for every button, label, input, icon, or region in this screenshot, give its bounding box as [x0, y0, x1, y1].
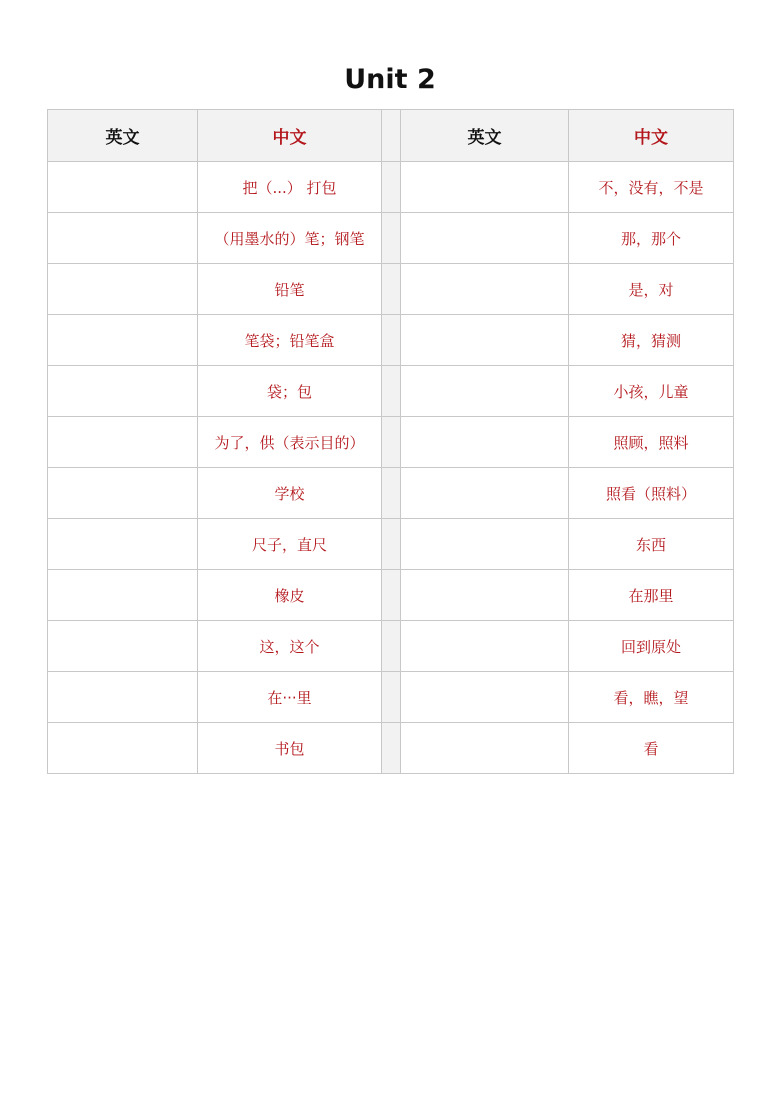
header-right-english: 英文: [401, 110, 569, 162]
table-row: [48, 672, 734, 723]
column-divider: [382, 519, 401, 570]
column-divider: [382, 213, 401, 264]
right-chinese-cell: 不，没有，不是: [569, 162, 734, 213]
right-chinese-cell: 看: [569, 723, 734, 774]
right-english-cell[interactable]: [401, 723, 569, 774]
header-right-chinese: 中文: [569, 110, 734, 162]
left-english-cell[interactable]: [48, 723, 198, 774]
left-english-cell[interactable]: [48, 264, 198, 315]
left-english-cell[interactable]: [48, 570, 198, 621]
right-english-cell[interactable]: [401, 621, 569, 672]
right-english-cell[interactable]: [401, 315, 569, 366]
right-chinese-cell: 猜，猜测: [569, 315, 734, 366]
left-english-cell[interactable]: [48, 468, 198, 519]
left-english-cell[interactable]: [48, 366, 198, 417]
table-row: [48, 213, 734, 264]
table-row: [48, 519, 734, 570]
left-chinese-cell: 书包: [198, 723, 382, 774]
left-chinese-cell: 尺子，直尺: [198, 519, 382, 570]
right-chinese-cell: 那，那个: [569, 213, 734, 264]
right-english-cell[interactable]: [401, 417, 569, 468]
left-english-cell[interactable]: [48, 519, 198, 570]
right-english-cell[interactable]: [401, 162, 569, 213]
left-chinese-cell: 学校: [198, 468, 382, 519]
table-row: [48, 723, 734, 774]
table-row: [48, 417, 734, 468]
table-row: [48, 264, 734, 315]
table-row: [48, 366, 734, 417]
table-row: [48, 162, 734, 213]
left-english-cell[interactable]: [48, 621, 198, 672]
left-chinese-cell: 这，这个: [198, 621, 382, 672]
table-row: [48, 468, 734, 519]
right-chinese-cell: 回到原处: [569, 621, 734, 672]
left-english-cell[interactable]: [48, 162, 198, 213]
column-divider: [382, 162, 401, 213]
right-english-cell[interactable]: [401, 366, 569, 417]
right-chinese-cell: 是，对: [569, 264, 734, 315]
right-english-cell[interactable]: [401, 468, 569, 519]
header-left-english: 英文: [48, 110, 198, 162]
column-divider: [382, 723, 401, 774]
header-row: [48, 110, 734, 162]
column-divider: [382, 621, 401, 672]
right-english-cell[interactable]: [401, 264, 569, 315]
right-chinese-cell: 小孩，儿童: [569, 366, 734, 417]
right-english-cell[interactable]: [401, 570, 569, 621]
right-chinese-cell: 看，瞧，望: [569, 672, 734, 723]
column-divider: [382, 264, 401, 315]
left-chinese-cell: 笔袋；铅笔盒: [198, 315, 382, 366]
left-chinese-cell: （用墨水的）笔；钢笔: [198, 213, 382, 264]
left-chinese-cell: 把（...） 打包: [198, 162, 382, 213]
left-chinese-cell: 为了，供（表示目的）: [198, 417, 382, 468]
right-chinese-cell: 照顾，照料: [569, 417, 734, 468]
column-divider: [382, 570, 401, 621]
left-english-cell[interactable]: [48, 417, 198, 468]
right-english-cell[interactable]: [401, 213, 569, 264]
table-row: [48, 621, 734, 672]
column-divider: [382, 110, 401, 162]
right-chinese-cell: 东西: [569, 519, 734, 570]
column-divider: [382, 417, 401, 468]
column-divider: [382, 468, 401, 519]
left-chinese-cell: 铅笔: [198, 264, 382, 315]
vocabulary-table: [47, 109, 734, 774]
right-chinese-cell: 照看（照料）: [569, 468, 734, 519]
left-chinese-cell: 袋；包: [198, 366, 382, 417]
column-divider: [382, 315, 401, 366]
table-row: [48, 570, 734, 621]
left-english-cell[interactable]: [48, 672, 198, 723]
column-divider: [382, 366, 401, 417]
left-chinese-cell: 橡皮: [198, 570, 382, 621]
left-english-cell[interactable]: [48, 213, 198, 264]
column-divider: [382, 672, 401, 723]
right-english-cell[interactable]: [401, 672, 569, 723]
left-chinese-cell: 在···里: [198, 672, 382, 723]
table-row: [48, 315, 734, 366]
right-chinese-cell: 在那里: [569, 570, 734, 621]
right-english-cell[interactable]: [401, 519, 569, 570]
page-title: Unit 2: [344, 64, 436, 95]
left-english-cell[interactable]: [48, 315, 198, 366]
header-left-chinese: 中文: [198, 110, 382, 162]
